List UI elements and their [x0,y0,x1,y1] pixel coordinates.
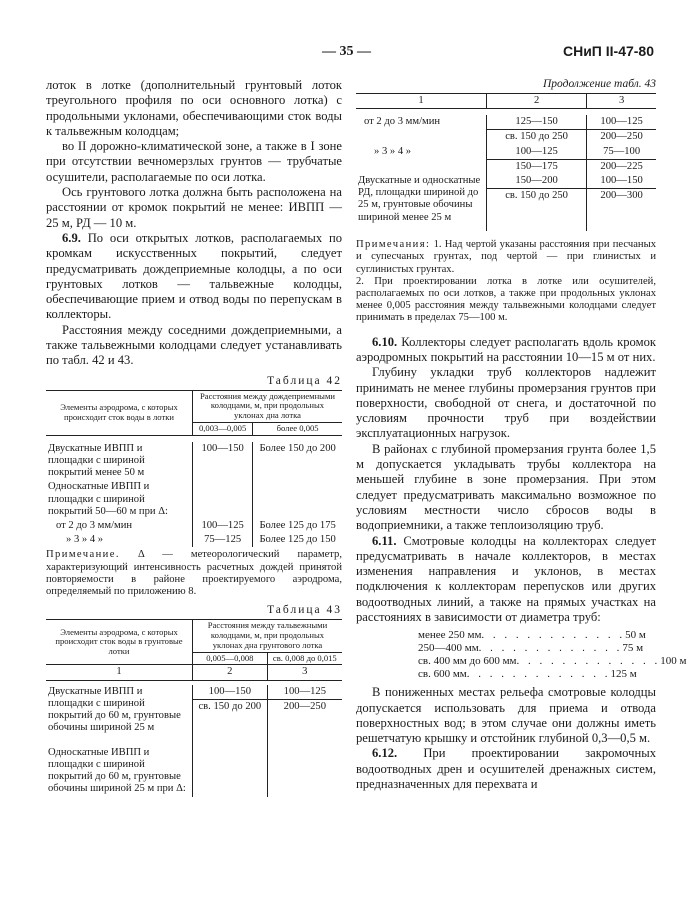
page-number: — 35 — [322,44,371,59]
section-text: Коллекторы следует располагать вдоль кромок аэродромных покрытий на расстоянии 10—15 м от них. [356,334,656,364]
section-number: 6.10. [372,334,398,349]
section-text: Смотровые колодцы на коллекторах следует предусматривать в начале коллекторов, в местах изменения направления и уклонов, в местах подключения к коллекторам перепусков или других водоотводных линий, а также на прямых участках на расстояниях в зависимости от диаметра труб: [356,533,656,624]
table-row: Односкатные ИВПП и площадки с шириной покрытий до 60 м, грунтовые обочины шириной 25 м при Δ: [46,746,342,797]
list-item: св. 400 мм до 600 мм . . . . . . . . . . . . . 100 м [418,655,687,668]
paragraph: Расстояния между соседними дождеприемными, а также тальвежными колодцами следует устанавливать по табл. 42 и 43. [46,322,342,368]
paragraph: лоток в лотке (дополнительный грунтовый лоток треугольного профиля по оси основного лотка) с продольными уклонами, обеспечивающими сток воды к тальвежным колодцам; [46,78,342,138]
section-6-10 [356,335,656,366]
list-item: 250—400 мм . . . . . . . . . . . . . 75 м [418,642,644,655]
table-row: » 3 » 4 » 100—125 75—100 [356,145,656,160]
table-row: 150—175 200—225 [356,159,656,174]
table-row: св. 150 до 250 200—250 [356,130,656,145]
table-header: Элементы аэродрома, с которых происходит сток воды в грунтовые лотки [46,620,193,665]
table-42 [46,390,342,548]
table-header: Расстояния между тальвежными колодцами, м, при продольных уклонах дна грунтового лотка [193,620,343,652]
section-6-9 [46,231,342,323]
table-43-notes: Примечания: 1. Над чертой указаны расстояния при песчаных и супесчаных грунтах, под чертой — при глинистых и суглинистых грунтах. 2. При проектировании лотка в лотке или осушителей, располагаемых по оси лотков, а также при продольных уклонах менее 0,005 расстояния между тальвежными колодцами следует принимать в пределах 75—100 м. [356,239,656,324]
table-row: » 3 » 4 » 75—125 Более 125 до 150 [46,533,342,547]
table-43: Элементы аэродрома, с которых происходит сток воды в грунтовые лотки Расстояния между тальвежными колодцами, м, при продольных уклонах дна грунтового лотка 0,005—0,008 св. 0,008 до 0,015 1 2 3 Двускатные ИВПП и площадки с шириной покрытий до 60 м, грунтовые обочины шириной 25 м 100—150 100—125 св. 150 до 200 200—250 Односкатные ИВПП и площадки с шириной покрытий до 60 м, грунтовые обочины шириной 25 м при Δ: [46,619,342,796]
table-43-continuation-caption: Продолжение табл. 43 [543,78,656,90]
table-header: Элементы аэродрома, с которых происходит сток воды в лотки [46,390,193,435]
section-6-11 [356,534,656,626]
paragraph: во II дорожно-климатической зоне, а также в I зоне при отсутствии вечномерзлых грунтов — трубчатые осушители, располагаемые по оси лотка. [46,139,342,184]
section-text: По оси открытых лотков, располагаемых по кромкам искусственных покрытий, следует предусматривать дождеприемные колодцы, а по оси грунтовых лотков — тальвежные колодцы, обеспечивающие прием и отвод воды по перепускам в коллекторы. [46,230,342,322]
table-subheader: 0,005—0,008 [193,652,268,665]
paragraph: Ось грунтового лотка должна быть расположена на расстоянии от кромок покрытий не менее: ИВПП — 25 м, РД — 10 м. [46,185,342,230]
section-6-12 [356,746,656,792]
table-row: Двускатные ИВПП и площадки с шириной покрытий менее 50 м 100—150 Более 150 до 200 [46,442,342,481]
table-43-continuation: 1 2 3 от 2 до 3 мм/мин 125—150 100—125 св. 150 до 250 200—250 » 3 » 4 » 100—125 75—100 150—175 200—225 Двускатные и односкатные РД, площадки шириной до 25 м, грунтовые обочины шириной менее 25 м 150—200 100—150 св. 150 до 250 200—300 [356,93,656,231]
table-subheader: более 0,005 [253,423,342,436]
table-43-caption: Таблица 43 [267,604,342,617]
section-number: 6.9. [62,230,81,245]
section-text: При проектировании закромочных водоотводных дрен и осушителей дренажных систем, предназначенных для перехвата и [356,746,656,792]
table-row: Двускатные ИВПП и площадки с шириной покрытий до 60 м, грунтовые обочины шириной 25 м 100—150 100—125 [46,685,342,700]
paragraph: Глубину укладки труб коллекторов надлежит принимать не менее глубины промерзания грунтов при поверхности, свободной от снега, и достаточной по условиям прочности труб при воздействии эксплуатационных нагрузок. [356,365,656,441]
list-item: св. 600 мм . . . . . . . . . . . . . 125 м [418,668,637,681]
table-42-note: Примечание. Δ — метеорологический параметр, характеризующий интенсивность расчетных дождей принятой повторяемости в районе проектируемого аэродрома, определяемый по приложению 8. [46,549,342,598]
table-row: от 2 до 3 мм/мин 100—125 Более 125 до 175 [46,519,342,533]
left-column [46,78,342,797]
table-42-caption: Таблица 42 [267,374,342,387]
table-row: св. 150 до 250 200—300 [356,189,656,232]
table-header: Расстояния между дождеприемными колодцами, м, при продольных уклонах дна лотка [193,390,343,422]
table-subheader: 0,003—0,005 [193,423,253,436]
right-column [356,78,687,792]
section-number: 6.11. [372,533,397,548]
paragraph: В районах с глубиной промерзания грунта более 1,5 м допускается укладывать трубы коллектора на меньшей глубине в зоне промерзания. При этом следует предусматривать максимально возможное по условиям местности число сбросов воды в водоприемники, а также теплоизоляцию труб. [356,441,656,533]
table-subheader: св. 0,008 до 0,015 [267,652,342,665]
paragraph: В пониженных местах рельефа смотровые колодцы допускается использовать для приема и отвода поверхностных вод; в этом случае они должны иметь решетчатую крышку и отстойник глубиной 0,3—0,5 м. [356,685,656,746]
manhole-distance-list [418,629,687,681]
table-row: Двускатные и односкатные РД, площадки шириной до 25 м, грунтовые обочины шириной менее 25 м 150—200 100—150 [356,174,656,189]
table-row: от 2 до 3 мм/мин 125—150 100—125 [356,115,656,130]
table-row: св. 150 до 200 200—250 [46,699,342,746]
list-item: менее 250 мм . . . . . . . . . . . . . 50 м [418,629,646,642]
table-row: Односкатные ИВПП и площадки с шириной покрытий 50—60 м при Δ: [46,480,342,519]
section-number: 6.12. [372,746,398,761]
document-code: СНиП II-47-80 [562,43,654,59]
